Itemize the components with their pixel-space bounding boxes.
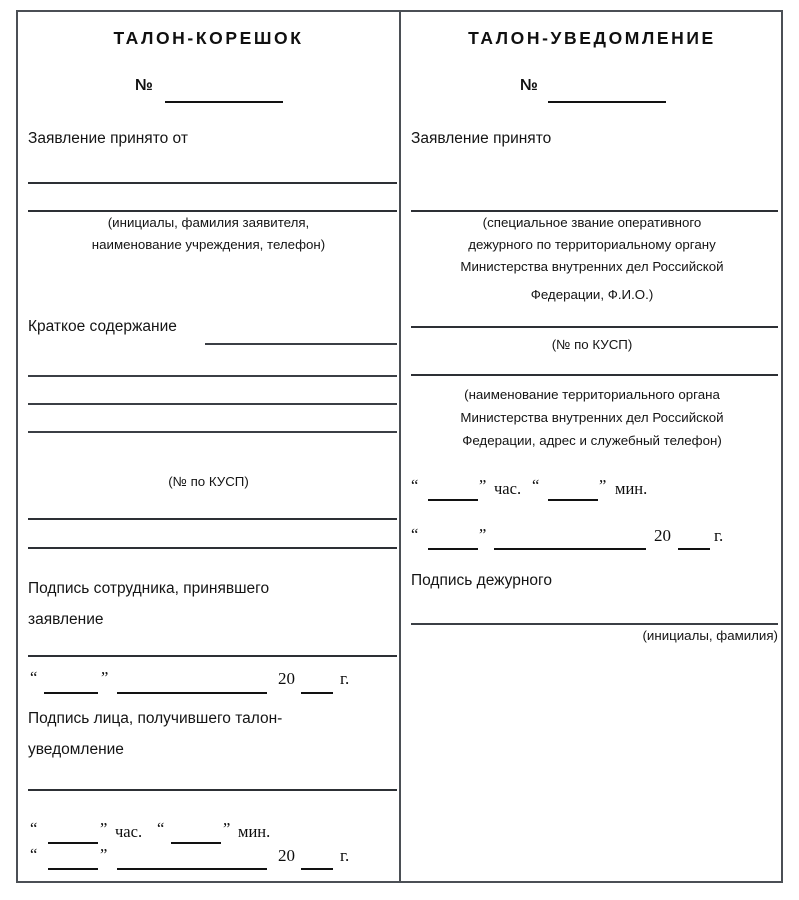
- right-duty-signature-rule[interactable]: [411, 623, 778, 625]
- left-column-title: ТАЛОН-КОРЕШОК: [113, 28, 304, 48]
- left-receiver-signature-rule[interactable]: [28, 789, 397, 791]
- right-time-hours-quote-close: ”: [479, 476, 487, 495]
- right-duty-caption-line4: Федерации, Ф.И.О.): [530, 287, 654, 302]
- left-applicant-rule-1[interactable]: [28, 182, 397, 184]
- left-kusp-rule-2[interactable]: [28, 547, 397, 549]
- left-officer-signature-line2: заявление: [28, 611, 104, 628]
- right-org-caption-line3: Федерации, адрес и служебный телефон): [462, 433, 722, 448]
- right-time-minutes-quote-close: ”: [599, 476, 607, 495]
- right-date-month-fill[interactable]: [494, 548, 646, 550]
- left-date1-quote-close: ”: [101, 668, 109, 687]
- right-duty-caption-line1: (специальное звание оперативного: [482, 215, 702, 230]
- right-date-day-fill[interactable]: [428, 548, 478, 550]
- left-receiver-signature-line1: Подпись лица, получившего талон-: [28, 710, 283, 727]
- left-number-fill-line[interactable]: [165, 101, 283, 103]
- left-accepted-from-label: Заявление принято от: [28, 130, 188, 147]
- left-summary-label: Краткое содержание: [28, 318, 177, 335]
- right-time-hours-fill[interactable]: [428, 499, 478, 501]
- left-date2-month-fill[interactable]: [117, 868, 267, 870]
- left-summary-fill-line[interactable]: [205, 343, 397, 345]
- left-date1-year-suffix: г.: [340, 669, 350, 688]
- left-date2-year-suffix: г.: [340, 846, 350, 865]
- right-number-label: №: [520, 77, 538, 94]
- right-org-caption-line1: (наименование территориального органа: [464, 387, 720, 402]
- left-column-talon-koreshok: [16, 10, 401, 883]
- left-date2-quote-open: “: [30, 845, 38, 864]
- right-initials-caption: (инициалы, фамилия): [642, 628, 778, 643]
- left-kusp-rule-1[interactable]: [28, 518, 397, 520]
- right-date-year-prefix: 20: [654, 526, 671, 545]
- left-time-hours-quote-close: ”: [100, 819, 108, 838]
- left-date1-year-prefix: 20: [278, 669, 295, 688]
- right-column-title: ТАЛОН-УВЕДОМЛЕНИЕ: [468, 28, 716, 48]
- right-duty-caption-line2: дежурного по территориальному органу: [468, 237, 716, 252]
- right-org-rule-top[interactable]: [411, 374, 778, 376]
- left-minutes-label: мин.: [238, 822, 271, 841]
- right-kusp-rule-top[interactable]: [411, 326, 778, 328]
- left-kusp-caption: (№ по КУСП): [168, 474, 249, 489]
- left-time-hours-fill[interactable]: [48, 842, 98, 844]
- right-time-minutes-fill[interactable]: [548, 499, 598, 501]
- left-applicant-caption-line1: (инициалы, фамилия заявителя,: [107, 215, 310, 230]
- right-kusp-caption: (№ по КУСП): [551, 337, 633, 352]
- right-date-quote-close: ”: [479, 525, 487, 544]
- right-time-quote-open: “: [411, 476, 419, 495]
- left-date2-day-fill[interactable]: [48, 868, 98, 870]
- left-summary-rule-3[interactable]: [28, 431, 397, 433]
- left-number-label: №: [135, 77, 153, 94]
- left-date1-quote-open: “: [30, 668, 38, 687]
- right-duty-caption-line3: Министерства внутренних дел Российской: [460, 259, 724, 274]
- right-date-quote-open: “: [411, 525, 419, 544]
- left-date2-quote-close: ”: [100, 845, 108, 864]
- left-date1-month-fill[interactable]: [117, 692, 267, 694]
- right-hours-label: час.: [494, 479, 522, 498]
- left-summary-rule-2[interactable]: [28, 403, 397, 405]
- right-duty-rule-top[interactable]: [411, 210, 778, 212]
- right-number-fill-line[interactable]: [548, 101, 666, 103]
- left-officer-signature-line1: Подпись сотрудника, принявшего: [28, 580, 270, 597]
- left-officer-signature-rule[interactable]: [28, 655, 397, 657]
- right-minutes-label: мин.: [615, 479, 648, 498]
- left-time-quote-open: “: [30, 819, 38, 838]
- left-date1-year-fill[interactable]: [301, 692, 333, 694]
- right-accepted-label: Заявление принято: [411, 130, 552, 147]
- right-time-minutes-quote-open: “: [532, 476, 540, 495]
- left-date2-year-fill[interactable]: [301, 868, 333, 870]
- right-duty-signature-label: Подпись дежурного: [411, 572, 552, 589]
- right-org-caption-line2: Министерства внутренних дел Российской: [460, 410, 724, 425]
- left-date2-year-prefix: 20: [278, 846, 295, 865]
- left-receiver-signature-line2: уведомление: [28, 741, 124, 758]
- right-date-year-fill[interactable]: [678, 548, 710, 550]
- right-date-year-suffix: г.: [714, 526, 724, 545]
- left-hours-label: час.: [115, 822, 143, 841]
- left-time-minutes-fill[interactable]: [171, 842, 221, 844]
- left-summary-rule-1[interactable]: [28, 375, 397, 377]
- left-date1-day-fill[interactable]: [44, 692, 98, 694]
- left-applicant-caption-line2: наименование учреждения, телефон): [91, 237, 326, 252]
- left-time-minutes-quote-close: ”: [223, 819, 231, 838]
- right-column-talon-uvedomlenie: [401, 10, 783, 883]
- left-time-minutes-quote-open: “: [157, 819, 165, 838]
- left-applicant-rule-2[interactable]: [28, 210, 397, 212]
